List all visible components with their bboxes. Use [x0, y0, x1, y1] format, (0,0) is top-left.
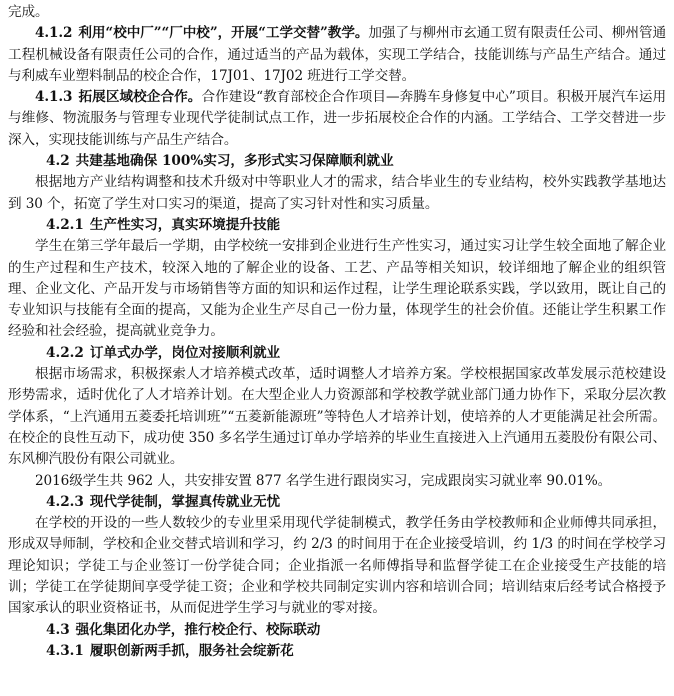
section-number: 4.1.2	[35, 25, 73, 42]
paragraph-4-2-1-body: 学生在第三学年最后一学期，由学校统一安排到企业进行生产性实习，通过实习让学生较全面地了解企业的生产过程和生产技术，较深入地的了解企业的设备、工艺、产品等相关知识，较详细地了解企业的组织管理、企业文化、产品开发与市场销售等方面的知识和运作过程，让学生理论联系实践，学以致用，既让自己的专业知识与技能有全面的提高，又能为企业生产尽自己一份力量，体现学生的社会价值。还能让学生积累工作经验和社会经验，提高就业竞争力。	[8, 238, 666, 340]
paragraph-4-2-3-body: 在学校的开设的一些人数较少的专业里采用现代学徒制模式，教学任务由学校教师和企业师傅共同承担，形成双导师制，学校和企业交替式培训和学习，约 2/3 的时间用于在企业接受培训，约 1/3 的时间在学校学习理论知识；学徒工与企业签订一份学徒合同；企业指派一名师傅指导和监督学徒工在企业接受生产技能的培训；学徒工在学徒期间享受学徒工资；企业和学校共同制定实训内容和培训合同；培训结束后经考试合格授予国家承认的职业资格证书，从而促进学生学习与就业的零对接。	[8, 515, 666, 617]
section-number: 4.1.3	[35, 89, 73, 106]
section-heading-4-3-1	[8, 641, 666, 662]
paragraph-continuation: 完成。	[8, 4, 49, 20]
section-heading-4-3	[8, 620, 666, 641]
paragraph-statistics: 2016级学生共 962 人，共安排安置 877 名学生进行跟岗实习，完成跟岗实习就业率 90.01%。	[35, 472, 612, 489]
section-body: 合作建设“教育部校企合作项目—奔腾车身修复中心”项目。积极开展汽车运用与维修、物流服务与管理专业现代学徒制试点工作，进一步拓展校企合作的内涵。工学结合、工学交替进一步深入，实现技能训练与产品生产结合。	[8, 89, 666, 148]
section-title: 现代学徒制，掌握真传就业无忧	[89, 493, 281, 510]
paragraph-4-2-body: 根据地方产业结构调整和技术升级对中等职业人才的需求，结合毕业生的专业结构，校外实践教学基地达到 30 个，拓宽了学生对口实习的渠道，提高了实习针对性和实习质量。	[8, 174, 666, 212]
section-heading-4-2-3	[8, 492, 666, 513]
section-4-1-2	[8, 23, 666, 87]
section-title: 强化集团化办学，推行校企行、校际联动	[75, 621, 321, 638]
section-title: 拓展区域校企合作。	[78, 89, 202, 106]
section-heading-4-2	[8, 151, 666, 172]
section-number: 4.2.3	[46, 493, 84, 510]
section-heading-4-2-2	[8, 343, 666, 364]
section-title: 履职创新两手抓，服务社会绽新花	[89, 642, 294, 659]
section-number: 4.2.2	[46, 344, 84, 361]
section-number: 4.3.1	[46, 642, 84, 659]
section-title: 利用“校中厂”“厂中校”，开展“工学交替”教学。	[78, 25, 369, 42]
section-number: 4.2	[46, 153, 70, 170]
section-4-1-3	[8, 87, 666, 151]
section-title: 订单式办学，岗位对接顺利就业	[89, 344, 281, 361]
section-number: 4.2.1	[46, 216, 84, 233]
section-body: 加强了与柳州市玄通工贸有限责任公司、柳州管通工程机械设备有限责任公司的合作，通过适当的产品为载体，实现工学结合，技能训练与产品生产结合。通过与利威车业塑料制品的校企合作，17J01、17J02 班进行工学交替。	[8, 25, 666, 84]
section-number: 4.3	[46, 621, 70, 638]
section-heading-4-1-2	[35, 25, 368, 41]
section-title: 生产性实习，真实环境提升技能	[89, 216, 281, 233]
paragraph-4-2-2-body: 根据市场需求，积极探索人才培养模式改革，适时调整人才培养方案。学校根据国家改革发展示范校建设形势需求，适时优化了人才培养计划。在大型企业人力资源部和学校教学就业部门通力协作下，采取分层次教学体系，“上汽通用五菱委托培训班”“五菱新能源班”等特色人才培养计划，使培养的人才更能满足社会所需。在校企的良性互动下，成功使 350 多名学生通过订单办学培养的毕业生直接进入上汽通用五菱股份有限公司、东风柳汽股份有限公司就业。	[8, 366, 666, 468]
section-heading-4-2-1	[8, 215, 666, 236]
section-title: 共建基地确保 100%实习，多形式实习保障顺利就业	[75, 153, 394, 170]
section-heading-4-1-3	[35, 89, 201, 105]
